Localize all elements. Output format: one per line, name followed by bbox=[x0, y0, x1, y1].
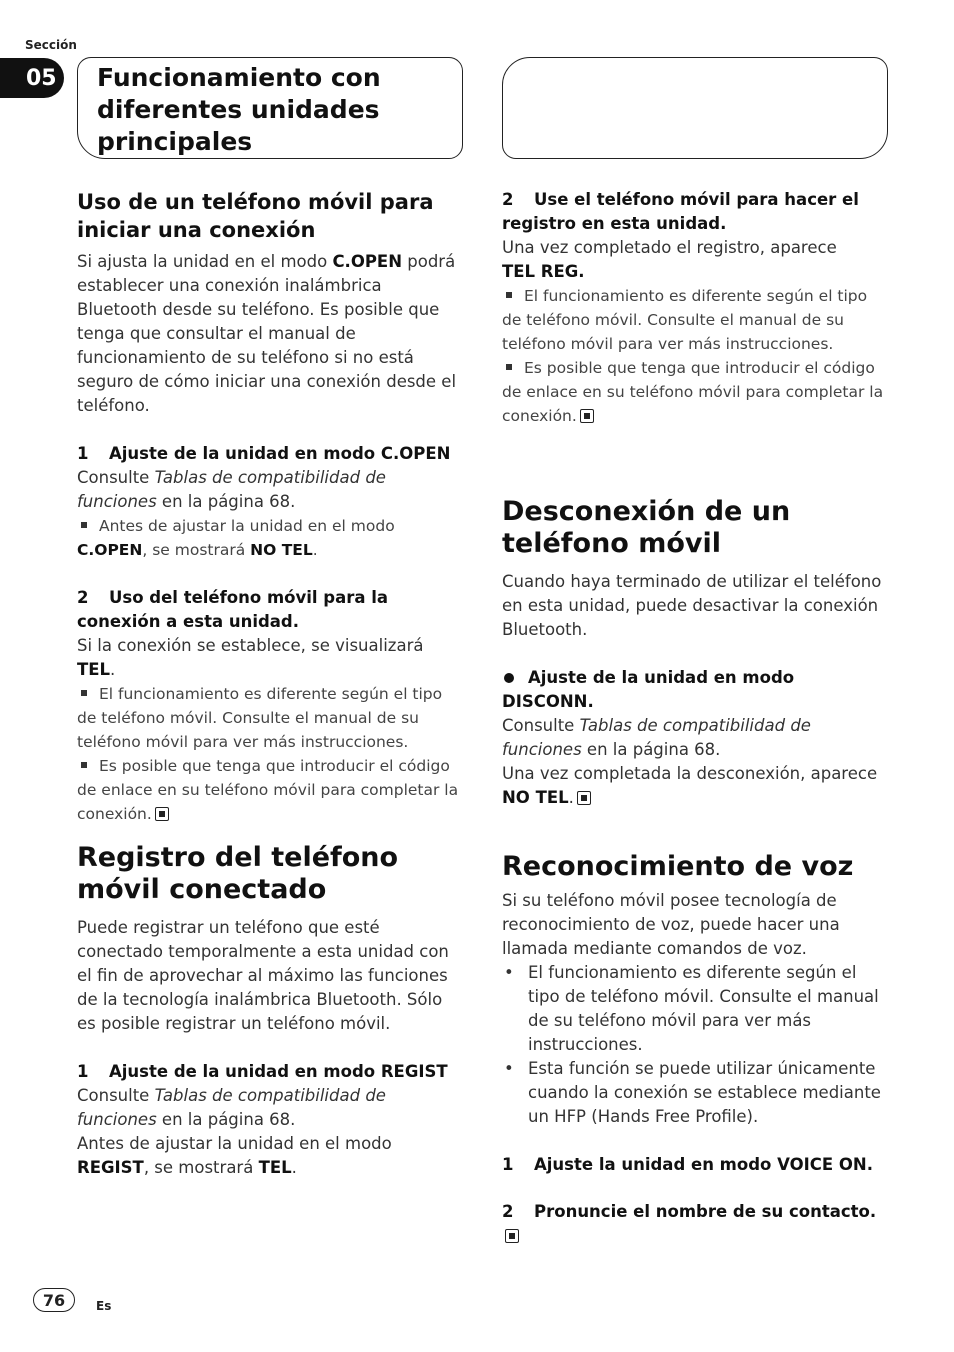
note-item bbox=[77, 682, 465, 754]
note-item bbox=[77, 514, 465, 562]
square-bullet-icon bbox=[81, 522, 87, 528]
note-text: Es posible que tenga que introducir el código de enlace en su teléfono móvil para completar la conexión. bbox=[502, 359, 884, 425]
left-column-lower bbox=[77, 842, 465, 1180]
step-1-voice bbox=[502, 1153, 890, 1177]
mode-tel: TEL bbox=[258, 1158, 292, 1177]
result-text: Una vez completado el registro, aparece bbox=[502, 238, 837, 257]
mode-no-tel: NO TEL bbox=[250, 541, 313, 559]
end-of-section-icon bbox=[505, 1229, 519, 1243]
note-text: Antes de ajustar la unidad en el modo bbox=[77, 1134, 392, 1153]
step-label: Use el teléfono móvil para hacer el registro en esta unidad. bbox=[502, 190, 859, 233]
consult-reference bbox=[502, 714, 890, 762]
section-intro-connection bbox=[77, 250, 457, 418]
step-number: 2 bbox=[77, 588, 89, 607]
step-number: 2 bbox=[502, 1202, 514, 1221]
consult-italic: Tablas de compatibilidad de funciones bbox=[77, 468, 386, 511]
intro-text: Si ajusta la unidad en el modo bbox=[77, 252, 333, 271]
square-bullet-icon bbox=[506, 292, 512, 298]
step-number: 1 bbox=[502, 1155, 514, 1174]
note-text: Es posible que tenga que introducir el código de enlace en su teléfono móvil para completar la conexión. bbox=[77, 757, 459, 823]
section-heading-connection: Uso de un teléfono móvil para iniciar una conexión bbox=[77, 190, 434, 242]
step-2-result bbox=[77, 634, 465, 682]
disconnect-result bbox=[502, 762, 890, 810]
step-number: 1 bbox=[77, 444, 89, 463]
note-text: , se mostrará bbox=[143, 1158, 259, 1177]
step-disconnect bbox=[502, 666, 890, 714]
mode-regist: REGIST bbox=[77, 1158, 144, 1177]
step-label: Ajuste la unidad en modo VOICE ON. bbox=[534, 1155, 873, 1174]
step-2-voice bbox=[502, 1200, 890, 1248]
result-text: Una vez completada la desconexión, aparece bbox=[502, 764, 878, 783]
bullet-dot-icon: • bbox=[504, 963, 514, 982]
section-label: Sección bbox=[25, 38, 77, 52]
filled-circle-bullet-icon bbox=[504, 673, 514, 683]
consult-page: en la página 68. bbox=[156, 492, 296, 511]
page-number: 76 bbox=[33, 1288, 75, 1312]
end-of-section-icon bbox=[155, 807, 169, 821]
chapter-title-box bbox=[77, 57, 463, 159]
bullet-item bbox=[502, 961, 890, 1057]
step-number: 1 bbox=[77, 1062, 89, 1081]
section-intro-register: Puede registrar un teléfono que esté conectado temporalmente a esta unidad con el fin de aprovechar al máximo las funciones de la tecnología inalámbrica Bluetooth. Sólo es posible registrar un teléfono móvil. bbox=[77, 918, 449, 1033]
consult-reference bbox=[77, 1084, 465, 1132]
mode-copen: C.OPEN bbox=[332, 252, 403, 271]
left-column bbox=[77, 188, 465, 826]
note-text: Antes de ajustar la unidad en el modo bbox=[99, 517, 395, 535]
consult-reference bbox=[77, 466, 465, 514]
register-result bbox=[502, 236, 890, 284]
end-of-section-icon bbox=[580, 409, 594, 423]
before-note bbox=[77, 1132, 465, 1180]
bullet-text: Esta función se puede utilizar únicamente cuando la conexión se establece mediante un HFP (Hands Free Profile). bbox=[528, 1059, 881, 1126]
square-bullet-icon bbox=[81, 762, 87, 768]
section-intro-voice: Si su teléfono móvil posee tecnología de reconocimiento de voz, puede hacer una llamada mediante comandos de voz. bbox=[502, 891, 840, 958]
result-text: . bbox=[568, 788, 574, 807]
consult-text: Consulte bbox=[77, 1086, 155, 1105]
mode-tel: TEL bbox=[77, 660, 111, 679]
section-heading-voice: Reconocimiento de voz bbox=[502, 851, 854, 882]
note-item bbox=[502, 284, 890, 356]
note-text: El funcionamiento es diferente según el tipo de teléfono móvil. Consulte el manual de su teléfono móvil para ver más instrucciones. bbox=[77, 685, 443, 751]
bullet-text: El funcionamiento es diferente según el tipo de teléfono móvil. Consulte el manual de su teléfono móvil para ver más instrucciones. bbox=[528, 963, 879, 1054]
result-text: . bbox=[110, 660, 116, 679]
bullet-item bbox=[502, 1057, 890, 1129]
square-bullet-icon bbox=[81, 690, 87, 696]
end-of-section-icon bbox=[577, 791, 591, 805]
mode-copen: C.OPEN bbox=[77, 541, 143, 559]
step-number: 2 bbox=[502, 190, 514, 209]
note-text: . bbox=[291, 1158, 297, 1177]
chapter-title: Funcionamiento con diferentes unidades principales bbox=[97, 63, 381, 156]
section-number-tab: 05 bbox=[0, 58, 64, 98]
bullet-dot-icon: • bbox=[504, 1059, 514, 1078]
square-bullet-icon bbox=[506, 364, 512, 370]
intro-text-cont: podrá establecer una conexión inalámbrica Bluetooth desde su teléfono. Es posible que tenga que consultar el manual de funcionamiento de su teléfono si no está seguro de cómo iniciar una conexión desde el teléfono. bbox=[77, 252, 457, 415]
note-text: . bbox=[312, 541, 318, 559]
mode-tel-reg: TEL REG. bbox=[502, 262, 585, 281]
section-intro-disconnect: Cuando haya terminado de utilizar el teléfono en esta unidad, puede desactivar la conexión Bluetooth. bbox=[502, 572, 882, 639]
result-text: Si la conexión se establece, se visualizará bbox=[77, 636, 424, 655]
right-column bbox=[502, 188, 890, 428]
consult-page: en la página 68. bbox=[581, 740, 721, 759]
note-text: El funcionamiento es diferente según el tipo de teléfono móvil. Consulte el manual de su teléfono móvil para ver más instrucciones. bbox=[502, 287, 868, 353]
note-text: , se mostrará bbox=[142, 541, 251, 559]
right-column-voice bbox=[502, 851, 890, 1248]
right-column-disconnect bbox=[502, 496, 890, 810]
consult-text: Consulte bbox=[77, 468, 155, 487]
note-item bbox=[77, 754, 465, 826]
mode-no-tel: NO TEL bbox=[502, 788, 569, 807]
language-code: Es bbox=[96, 1299, 112, 1313]
section-heading-disconnect: Desconexión de un teléfono móvil bbox=[502, 496, 791, 559]
note-item bbox=[502, 356, 890, 428]
section-heading-register: Registro del teléfono móvil conectado bbox=[77, 842, 399, 905]
step-label: Ajuste de la unidad en modo C.OPEN bbox=[109, 444, 451, 463]
step-label: Pronuncie el nombre de su contacto. bbox=[534, 1202, 877, 1221]
step-2-connect bbox=[77, 586, 465, 634]
step-1-regist bbox=[77, 1060, 465, 1084]
step-2-register bbox=[502, 188, 890, 236]
consult-page: en la página 68. bbox=[156, 1110, 296, 1129]
consult-italic: Tablas de compatibilidad de funciones bbox=[77, 1086, 386, 1129]
empty-header-box bbox=[502, 57, 888, 159]
step-label: Uso del teléfono móvil para la conexión a esta unidad. bbox=[77, 588, 389, 631]
step-1-copen bbox=[77, 442, 465, 466]
step-label: Ajuste de la unidad en modo REGIST bbox=[109, 1062, 448, 1081]
step-label: Ajuste de la unidad en modo DISCONN. bbox=[502, 668, 795, 711]
consult-italic: Tablas de compatibilidad de funciones bbox=[502, 716, 811, 759]
consult-text: Consulte bbox=[502, 716, 580, 735]
